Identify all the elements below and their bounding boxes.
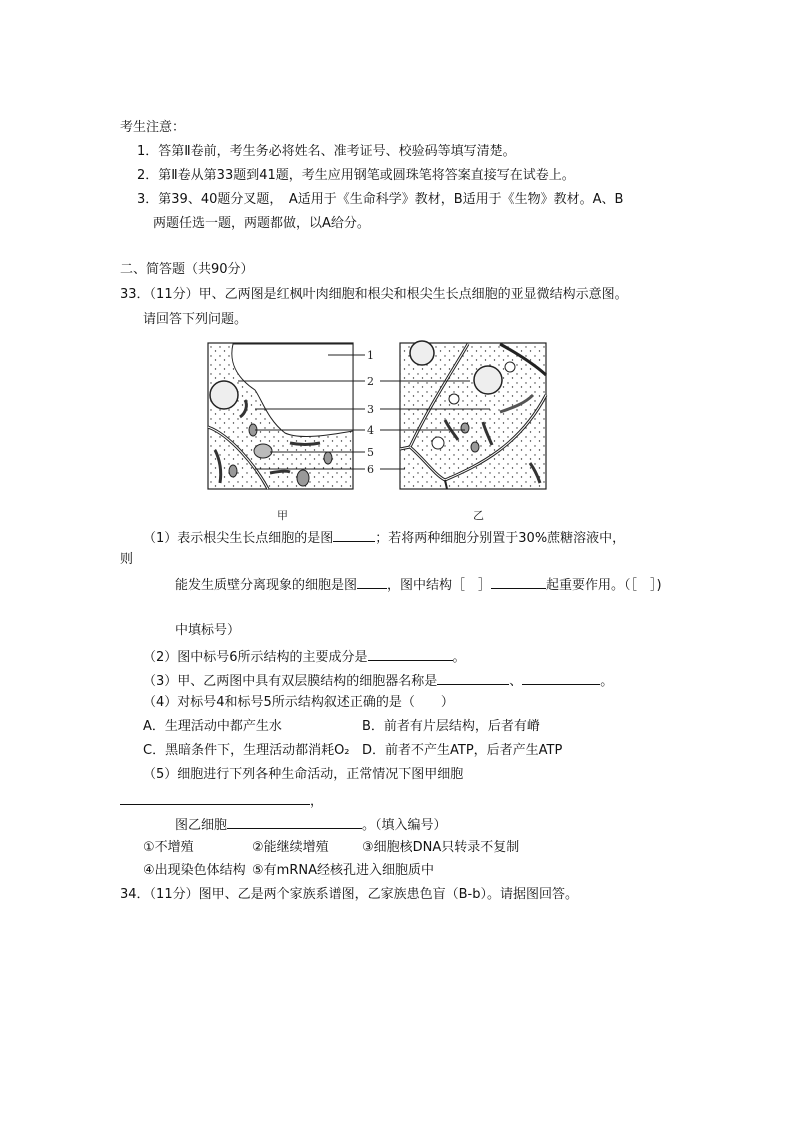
notice-item: 两题任选一题，两题都做，以A给分。 <box>153 216 370 231</box>
choice-3: ③细胞核DNA只转录不复制 <box>362 840 520 855</box>
answer-blank[interactable] <box>437 672 509 685</box>
question-34-stem: 34．（11分）图甲、乙是两个家族系谱图，乙家族患色盲（B-b）。请据图回答。 <box>120 887 578 902</box>
choice-1: ①不增殖 <box>143 840 194 855</box>
notice-title: 考生注意： <box>120 120 186 135</box>
cell-structure-figure <box>200 335 560 525</box>
answer-blank[interactable] <box>227 816 362 829</box>
text: 中填标号） <box>175 623 241 638</box>
label-1: 1 <box>367 349 374 362</box>
choice-2: ②能继续增殖 <box>252 840 329 855</box>
question-stem: 33．（11分）甲、乙两图是红枫叶肉细胞和根尖和根尖生长点细胞的亚显微结构示意图。 <box>120 287 628 302</box>
cell-jia <box>208 343 353 489</box>
question-part-5-cont <box>175 816 447 834</box>
question-part-4: （4）对标号4和标号5所示结构叙述正确的是（ ） <box>143 695 454 710</box>
notice-item: 1．答第Ⅱ卷前，考生务必将姓名、准考证号、校验码等填写清楚。 <box>137 144 516 159</box>
label-5: 5 <box>367 446 374 459</box>
option-b: B．前者有片层结构，后者有嵴 <box>362 719 540 734</box>
text: 则 <box>120 552 134 567</box>
text: 起重要作用。（［ ］) <box>546 578 662 593</box>
question-part-2 <box>143 648 466 666</box>
question-part-5: （5）细胞进行下列各种生命活动，正常情况下图甲细胞 <box>143 767 464 782</box>
option-d: D．前者不产生ATP，后者产生ATP <box>362 743 563 758</box>
caption-jia: 甲 <box>277 509 288 522</box>
text: （3）甲、乙两图中具有双层膜结构的细胞器名称是 <box>143 674 438 689</box>
answer-blank[interactable] <box>522 672 600 685</box>
text: ， <box>310 794 324 809</box>
text: 。 <box>452 650 466 665</box>
text: 能发生质壁分离现象的细胞是图 <box>175 578 358 593</box>
label-4: 4 <box>367 424 374 437</box>
choice-5: ⑤有mRNA经核孔进入细胞质中 <box>252 863 434 878</box>
text: （2）图中标号6所示结构的主要成分是 <box>143 650 368 665</box>
label-2: 2 <box>367 375 374 388</box>
notice-item: 2．第Ⅱ卷从第33题到41题，考生应用钢笔或圆珠笔将答案直接写在试卷上。 <box>137 168 575 183</box>
label-3: 3 <box>367 403 374 416</box>
option-c: C．黑暗条件下，生理活动都消耗O₂ <box>143 743 350 758</box>
question-stem: 请回答下列问题。 <box>143 312 248 327</box>
text: 、 <box>509 674 523 689</box>
question-part-5-blank <box>120 792 323 810</box>
cell-yi <box>400 341 546 489</box>
notice-item: 3．第39、40题分叉题， A适用于《生命科学》教材，B适用于《生物》教材。A、B <box>137 192 624 207</box>
text: 。 <box>600 674 614 689</box>
text: ；若将两种细胞分别置于30%蔗糖溶液中， <box>375 531 626 546</box>
question-part-1-cont <box>175 576 662 594</box>
option-a: A．生理活动中都产生水 <box>143 719 282 734</box>
section-heading: 二、简答题（共90分） <box>120 262 254 277</box>
question-part-3 <box>143 672 613 690</box>
label-6: 6 <box>367 463 374 476</box>
question-part-1 <box>143 529 625 547</box>
text: ，图中结构［ ］ <box>387 578 492 593</box>
answer-blank[interactable] <box>368 648 453 661</box>
text: 图乙细胞 <box>175 818 228 833</box>
answer-blank[interactable] <box>491 576 546 589</box>
answer-blank[interactable] <box>357 576 387 589</box>
answer-blank[interactable] <box>120 792 310 805</box>
text: 。（填入编号） <box>362 818 447 833</box>
choice-4: ④出现染色体结构 <box>143 863 246 878</box>
text: （1）表示根尖生长点细胞的是图 <box>143 531 334 546</box>
answer-blank[interactable] <box>333 529 375 542</box>
caption-yi: 乙 <box>473 509 484 522</box>
